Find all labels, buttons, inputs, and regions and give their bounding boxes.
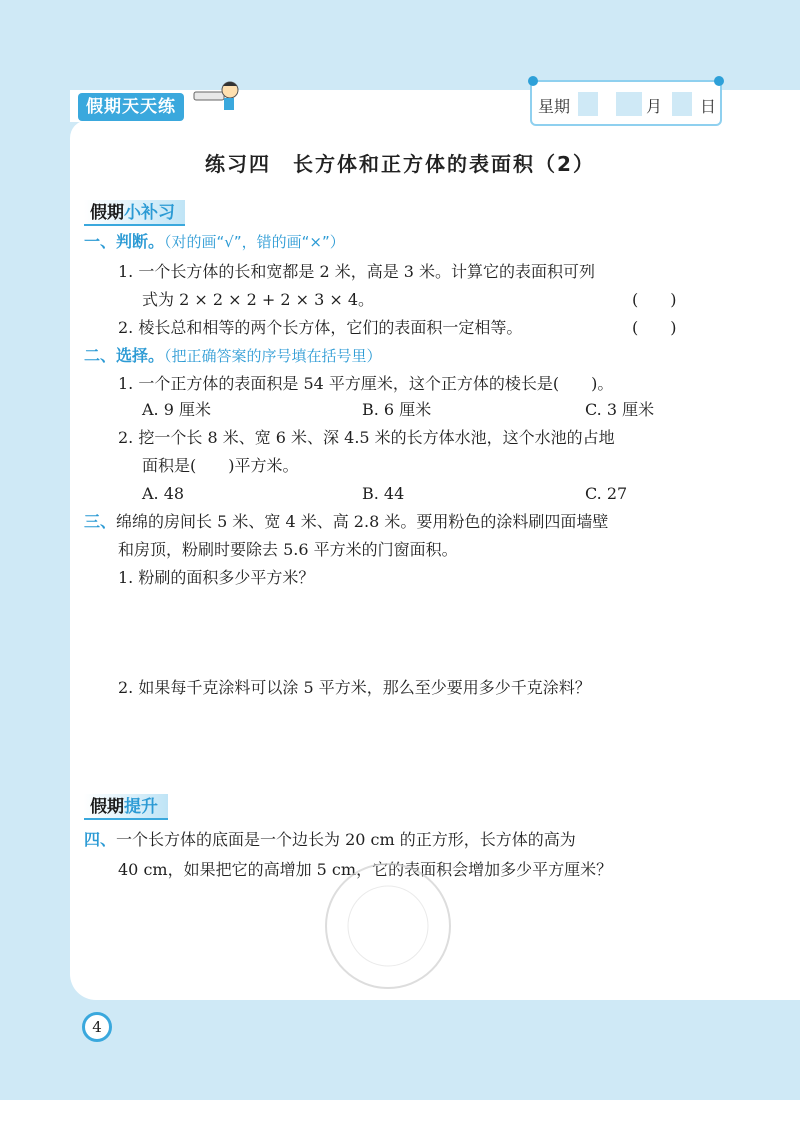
question-hint: （把正确答案的序号填在括号里）: [164, 347, 382, 365]
question-number: 三、: [84, 512, 117, 531]
q1-item-1-line-1: 1. 一个长方体的长和宽都是 2 米，高是 3 米。计算它的表面积可列: [118, 262, 596, 281]
pin-icon: [528, 76, 538, 86]
question-3-text: 绵绵的房间长 5 米、宽 4 米、高 2.8 米。要用粉色的涂料刷四面墙壁: [116, 512, 609, 531]
q2-item-2-line-1: 2. 挖一个长 8 米、宽 6 米、深 4.5 米的长方体水池，这个水池的占地: [118, 428, 615, 447]
watermark-stamp: [318, 856, 458, 996]
question-hint: （对的画“√”，错的画“×”）: [164, 233, 345, 251]
question-number: 二、: [84, 346, 117, 365]
question-number: 四、: [84, 830, 117, 849]
question-1-heading: [84, 230, 345, 254]
page-number: 4: [82, 1012, 112, 1042]
question-3-line-1: [84, 510, 608, 534]
section-tag-blue: 提升: [124, 797, 158, 817]
brand-label: 假期天天练: [78, 93, 184, 121]
q2-item-1: 1. 一个正方体的表面积是 54 平方厘米，这个正方体的棱长是( )。: [118, 374, 614, 393]
question-2-heading: [84, 344, 382, 368]
question-4-text: 一个长方体的底面是一个边长为 20 cm 的正方形，长方体的高为: [116, 830, 576, 849]
option-c: C. 3 厘米: [585, 400, 655, 419]
page-title: 练习四 长方体和正方体的表面积（2）: [205, 152, 595, 176]
answer-bracket[interactable]: ( ): [632, 290, 677, 309]
q1-item-2: 2. 棱长总和相等的两个长方体，它们的表面积一定相等。: [118, 318, 523, 337]
month-label: 月: [646, 97, 663, 116]
section-tag-dark: 假期: [90, 797, 124, 817]
section-tag-dark: 假期: [90, 203, 124, 223]
question-label: 判断。: [116, 232, 165, 251]
q2-item-2-line-2: 面积是( )平方米。: [142, 456, 299, 475]
section-tag-blue: 小补习: [124, 203, 175, 223]
day-label: 日: [700, 97, 717, 116]
section-tag-advance: [84, 794, 168, 820]
question-4-line-1: [84, 828, 576, 852]
option-a: A. 48: [142, 484, 185, 503]
q3-sub-2: 2. 如果每千克涂料可以涂 5 平方米，那么至少要用多少千克涂料？: [118, 678, 591, 697]
cartoon-boy-icon: [190, 78, 240, 114]
q3-sub-1: 1. 粉刷的面积多少平方米？: [118, 568, 315, 587]
option-c: C. 27: [585, 484, 628, 503]
section-tag-review: [84, 200, 185, 226]
q1-item-1-line-2: 式为 2 × 2 × 2 + 2 × 3 × 4。: [142, 290, 375, 309]
question-3-line-2: 和房顶，粉刷时要除去 5.6 平方米的门窗面积。: [118, 540, 458, 559]
bottom-margin: [0, 1100, 800, 1148]
week-field[interactable]: [578, 92, 598, 116]
question-number: 一、: [84, 232, 117, 251]
question-label: 选择。: [116, 346, 165, 365]
pin-icon: [714, 76, 724, 86]
answer-bracket[interactable]: ( ): [632, 318, 677, 337]
option-b: B. 44: [362, 484, 405, 503]
month-field[interactable]: [616, 92, 642, 116]
week-label: 星期: [538, 97, 571, 116]
question-4-line-2: 40 cm，如果把它的高增加 5 cm，它的表面积会增加多少平方厘米？: [118, 860, 613, 879]
day-field[interactable]: [672, 92, 692, 116]
option-b: B. 6 厘米: [362, 400, 432, 419]
date-box: [530, 80, 722, 126]
option-a: A. 9 厘米: [142, 400, 211, 419]
